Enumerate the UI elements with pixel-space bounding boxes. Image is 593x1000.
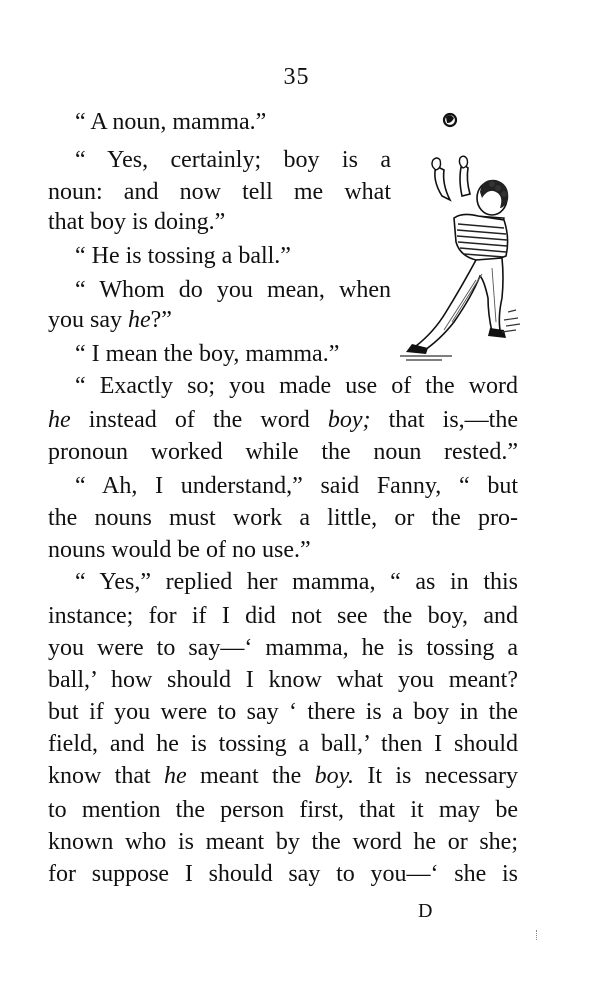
- text-line: instance; for if I did not see the boy, and: [48, 603, 518, 629]
- italic-word: boy;: [327, 407, 371, 433]
- text-run: ?”: [150, 307, 172, 333]
- text-line: that boy is doing.”: [48, 209, 226, 235]
- paper-speck: [536, 930, 540, 940]
- text-run: instead of the word: [70, 407, 328, 433]
- italic-word: he: [48, 407, 71, 433]
- text-line: “ Ah, I understand,” said Fanny, “ but: [75, 473, 518, 499]
- text-line: the nouns must work a little, or the pro-: [48, 505, 518, 531]
- text-line: “ I mean the boy, mamma.”: [75, 341, 340, 367]
- ball-icon: [444, 114, 456, 126]
- italic-word: he: [164, 763, 187, 789]
- text-line: for suppose I should say to you—‘ she is: [48, 861, 518, 887]
- text-line: you were to say—‘ mamma, he is tossing a: [48, 635, 518, 661]
- text-line: “ A noun, mamma.”: [75, 109, 267, 135]
- page-number: 35: [283, 64, 310, 90]
- text-run: you say: [48, 307, 128, 333]
- text-line: pronoun worked while the noun rested.”: [48, 439, 518, 465]
- text-run: meant the: [186, 763, 315, 789]
- text-line: [48, 762, 518, 790]
- text-line: ball,’ how should I know what you meant?: [48, 667, 518, 693]
- text-line: “ He is tossing a ball.”: [75, 243, 291, 269]
- signature-mark: D: [418, 900, 433, 922]
- italic-word: he: [128, 307, 151, 333]
- text-line: but if you were to say ‘ there is a boy in the: [48, 699, 518, 725]
- text-line: to mention the person first, that it may be: [48, 797, 518, 823]
- text-line: nouns would be of no use.”: [48, 537, 311, 563]
- text-line: “ Whom do you mean, when: [75, 277, 391, 303]
- text-line: “ Yes,” replied her mamma, “ as in this: [75, 569, 518, 595]
- text-line: “ Exactly so; you made use of the word: [75, 373, 518, 399]
- text-line: known who is meant by the word he or she;: [48, 829, 518, 855]
- boy-tossing-ball-illustration: [392, 108, 522, 364]
- text-line: noun: and now tell me what: [48, 179, 391, 205]
- text-line: field, and he is tossing a ball,’ then I should: [48, 731, 518, 757]
- text-line: [48, 406, 518, 434]
- text-run: that is,—the: [370, 407, 518, 433]
- italic-word: boy.: [314, 763, 354, 789]
- text-run: It is necessary: [354, 763, 518, 789]
- text-run: know that: [48, 763, 165, 789]
- text-line: [48, 306, 172, 334]
- text-line: “ Yes, certainly; boy is a: [75, 147, 391, 173]
